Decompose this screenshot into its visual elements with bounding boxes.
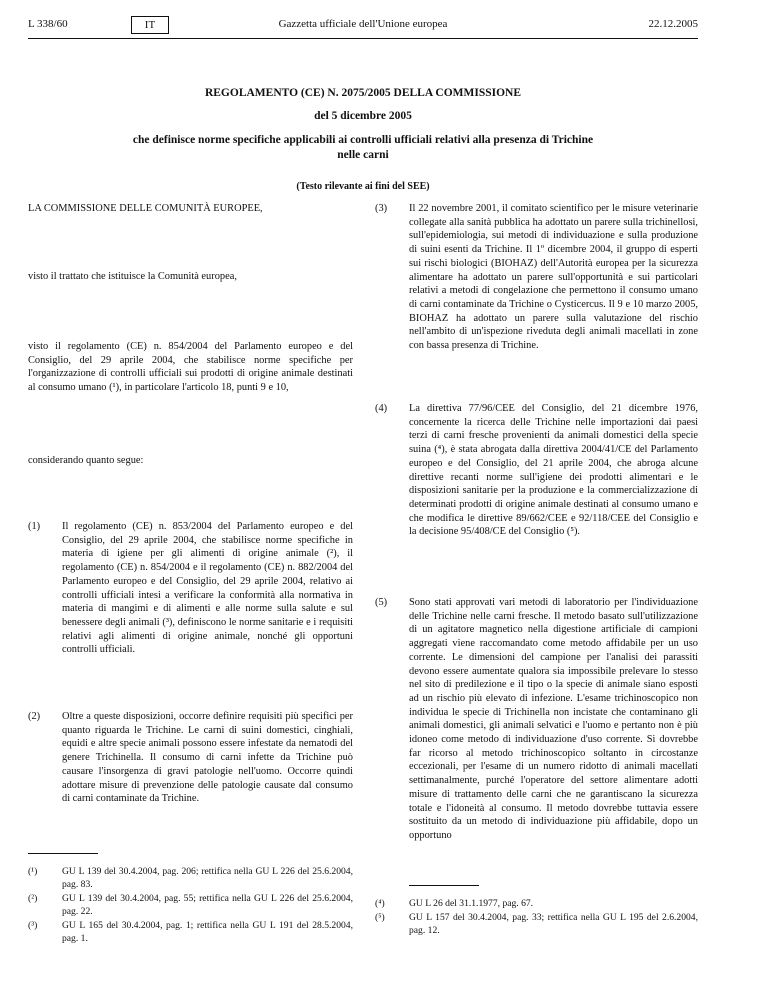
recital-3 xyxy=(375,202,698,353)
journal-title: Gazzetta ufficiale dell'Unione europea xyxy=(278,18,448,30)
language-badge: IT xyxy=(131,16,169,34)
regulation-date: del 5 dicembre 2005 xyxy=(314,110,412,122)
footnote-text: GU L 139 del 30.4.2004, pag. 55; rettifica nella GU L 226 del 25.6.2004, pag. 22. xyxy=(62,893,353,917)
footnote xyxy=(28,920,353,945)
recital-number: (3) xyxy=(375,203,388,214)
footnote xyxy=(375,898,698,911)
recital-number: (5) xyxy=(375,597,388,608)
treaty-citation: visto il trattato che istituisce la Comunità europea, xyxy=(28,271,237,282)
footnote xyxy=(375,912,698,937)
recital-text: Oltre a queste disposizioni, occorre definire requisiti più specifici per quanto riguarda le Trichine. Le carni di suini domestici, cinghiali, equidi e altre specie animali possono essere infestate da nematodi del genere Trichinella. Il consumo di carni infette da Trichine può causare l'insorgenza di gravi patologie nell'uomo. Occorre quindi adottare misure di prevenzione delle patologie causate dal consumo di carni contaminate da Trichine. xyxy=(62,711,353,805)
footnote-number: (³) xyxy=(28,920,38,931)
recital-text: Il regolamento (CE) n. 853/2004 del Parlamento europeo e del Consiglio, del 29 aprile 2004, che stabilisce norme specifiche in materia di igiene per gli alimenti di origine animale (²), il regolamento (CE) n. 854/2004 e il regolamento (CE) n. 882/2004 del Parlamento europeo e del Consiglio, del 29 aprile 2004, relativo ai controlli ufficiali intesi a verificare la conformità alla normativa in materia di mangimi e di alimenti e alle norme sulla salute e sul benessere degli animali (³), definiscono le norme sanitarie e i requisiti relativi agli alimenti di origine animale, nonché gli opportuni controlli ufficiali. xyxy=(62,521,353,656)
footnote xyxy=(28,866,353,891)
commission-intro: LA COMMISSIONE DELLE COMUNITÀ EUROPEE, xyxy=(28,203,263,214)
footnote-text: GU L 26 del 31.1.1977, pag. 67. xyxy=(409,898,534,909)
recital-5 xyxy=(375,596,698,843)
regulation-title: REGOLAMENTO (CE) N. 2075/2005 DELLA COMMISSIONE xyxy=(204,87,522,99)
header-divider xyxy=(28,38,698,39)
subject-line-2: nelle carni xyxy=(337,149,389,161)
recital-number: (4) xyxy=(375,403,388,414)
footnote-text: GU L 165 del 30.4.2004, pag. 1; rettifica nella GU L 191 del 28.5.2004, pag. 1. xyxy=(62,920,353,944)
footnote-divider xyxy=(409,885,479,886)
footnote-divider xyxy=(28,853,98,854)
regulation-citation: visto il regolamento (CE) n. 854/2004 del Parlamento europeo e del Consiglio, del 29 aprile 2004, che stabilisce norme specifiche per l'organizzazione di controlli ufficiali sui prodotti di origine animale destinati al consumo umano (¹), in particolare l'articolo 18, punti 9 e 10, xyxy=(28,341,353,394)
page-header xyxy=(28,14,698,36)
recital-text: Sono stati approvati vari metodi di laboratorio per l'individuazione delle Trichine nelle carni fresche. Il metodo basato sull'utilizzazione di un agitatore magnetico nella digestione artificiale di campioni aggregati viene raccomandato come metodo affidabile per un uso corrente. Le dimensioni del campione per l'analisi dei parassiti devono essere aumentate qualora sia impossibile prelevare lo stesso nel sito di predilezione e il tipo o la specie di animale siano esposti ad un rischio più elevato di infezione. L'esame trichinoscopico non individua le specie di Trichinella non incistate che contaminano gli animali domestici, gli animali selvatici e l'uomo e pertanto non è più idoneo come metodo di individuazione d'uso corrente. Si dovrebbe far ricorso al metodo trichinoscopico soltanto in circostanze eccezionali, per l'esame di un numero ridotto di animali macellati settimanalmente, purché l'operatore del settore alimentare adotti misure di trattamento delle carni che ne garantiscano la sicurezza totale e l'idoneità al consumo. Il metodo dovrebbe tuttavia essere sostituito da un metodo di individuazione più affidabile, dopo un opportuno xyxy=(409,597,698,841)
recital-1 xyxy=(28,520,353,657)
footnote-text: GU L 157 del 30.4.2004, pag. 33; rettifica nella GU L 195 del 2.6.2004, pag. 12. xyxy=(409,912,698,936)
footnote xyxy=(28,893,353,918)
footnote-number: (²) xyxy=(28,893,38,904)
subject-line-1: che definisce norme specifiche applicabili ai controlli ufficiali relativi alla presenza di Trichine xyxy=(132,134,594,146)
recital-4 xyxy=(375,402,698,539)
recital-2 xyxy=(28,710,353,806)
recital-number: (2) xyxy=(28,711,41,722)
recital-text: La direttiva 77/96/CEE del Consiglio, del 21 dicembre 1976, concernente la ricerca delle Trichine nelle importazioni dai paesi terzi di carni fresche provenienti da animali domestici della specie suina (⁴), è stata abrogata dalla direttiva 2004/41/CE del Parlamento europeo e del Consiglio, del 21 aprile 2004, che abroga alcune direttive recanti norme sull'igiene dei prodotti alimentari e le disposizioni sanitarie per la produzione e la commercializzazione di determinati prodotti di origine animale destinati al consumo umano e che modifica le direttive 89/662/CEE e 92/118/CEE del Consiglio e la decisione 95/408/CE del Consiglio (⁵). xyxy=(409,403,698,538)
document-title-block xyxy=(28,86,698,194)
regulation-subject xyxy=(28,133,698,163)
eea-relevance: (Testo rilevante ai fini del SEE) xyxy=(296,181,430,192)
whereas-intro: considerando quanto segue: xyxy=(28,455,144,466)
journal-reference: L 338/60 xyxy=(28,18,68,30)
footnote-number: (⁴) xyxy=(375,898,385,909)
footnote-text: GU L 139 del 30.4.2004, pag. 206; rettifica nella GU L 226 del 25.6.2004, pag. 83. xyxy=(62,866,353,890)
publication-date: 22.12.2005 xyxy=(648,18,698,30)
footnote-number: (¹) xyxy=(28,866,38,877)
recital-number: (1) xyxy=(28,521,41,532)
footnote-number: (⁵) xyxy=(375,912,385,923)
recital-text: Il 22 novembre 2001, il comitato scientifico per le misure veterinarie collegate alla sanità pubblica ha adottato un parere sulla trichinellosi, sull'epidemiologia, sui metodi di individuazione e sulla produzione di suini esenti da Trichine. Il 1º dicembre 2004, il gruppo di esperti sui rischi biologici (BIOHAZ) dell'Autorità europea per la sicurezza alimentare ha adottato un parere sull'opportunità e sui particolari relativi a metodi di congelazione che permettono il consumo umano di carni contaminate da Trichine o Cysticercus. Il 9 e 10 marzo 2005, BIOHAZ ha adottato un parere sulla valutazione del rischio nell'ambito di un'ispezione riveduta degli animali macellati in zone con bassa presenza di Trichine. xyxy=(409,203,698,352)
